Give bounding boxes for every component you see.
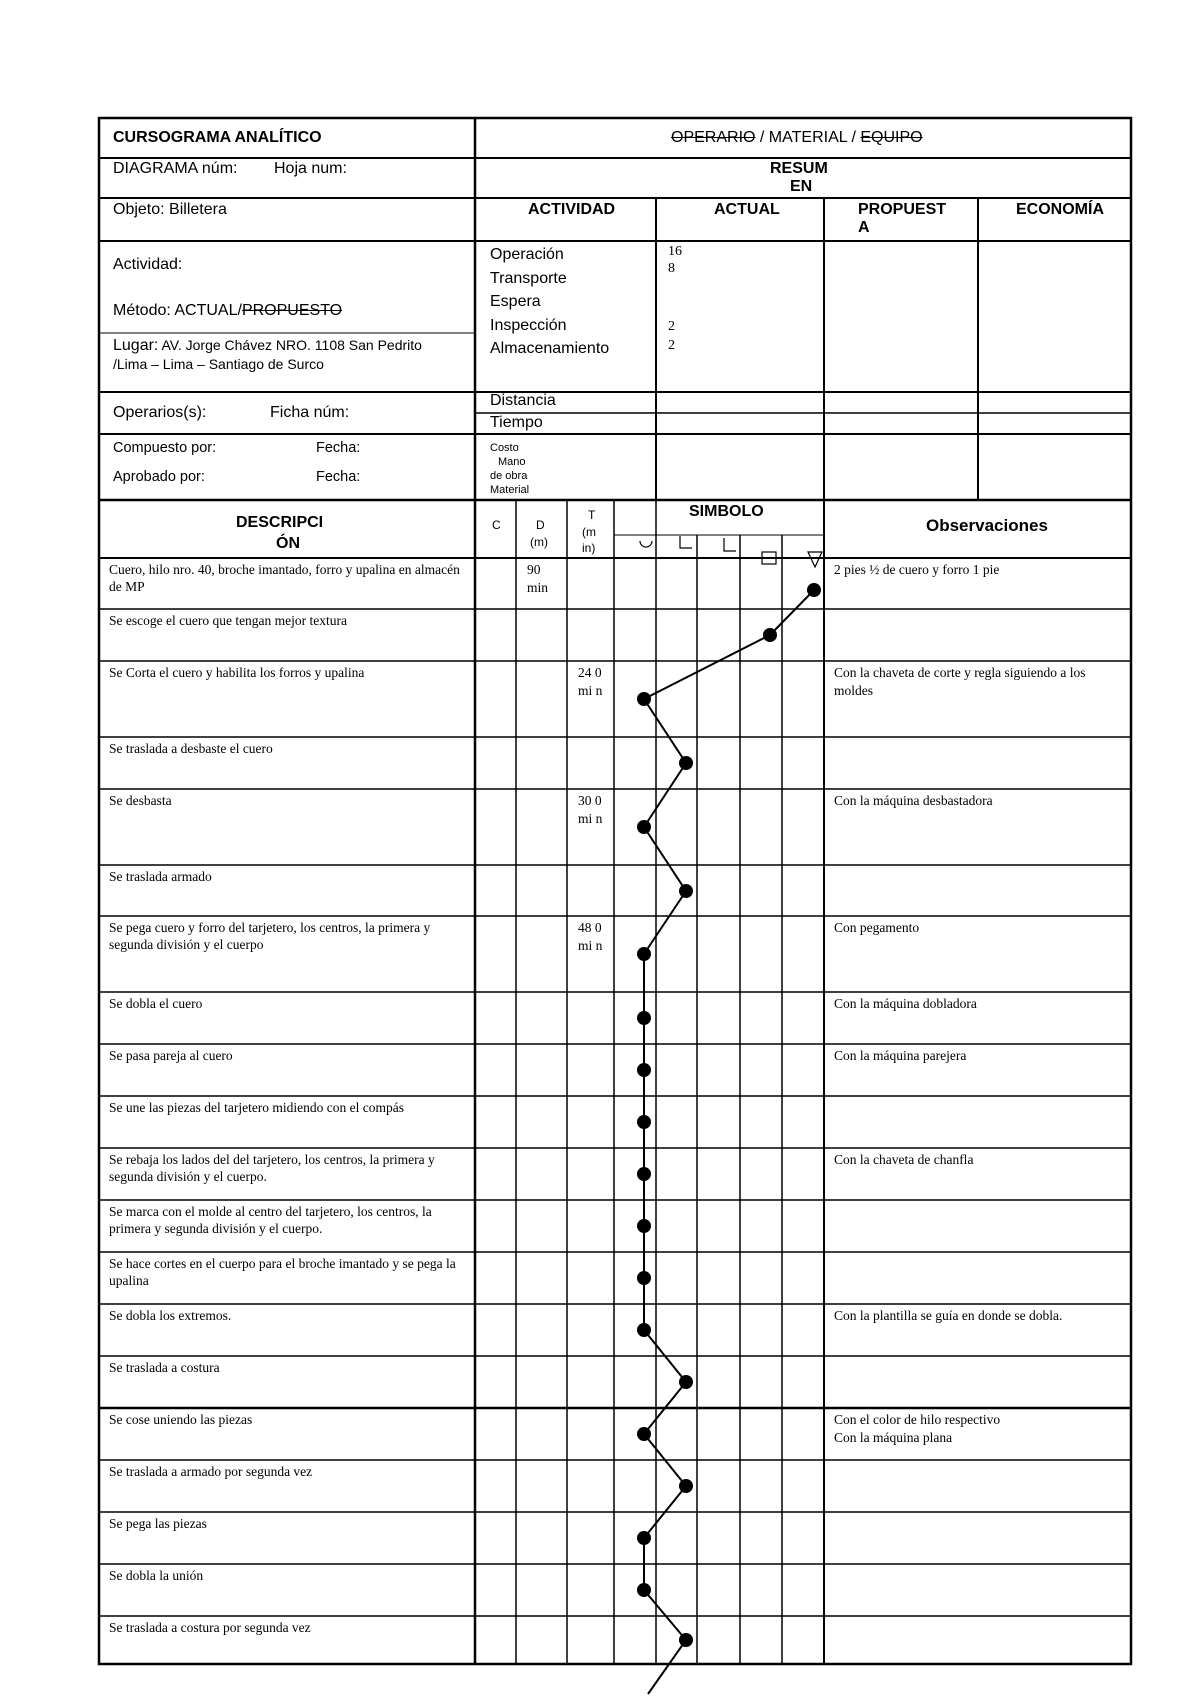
actividad-label: Actividad:	[113, 256, 183, 273]
tiempo-label: Tiempo	[490, 414, 543, 431]
activity-inspeccion: Inspección	[490, 316, 567, 334]
row-description: Se desbasta	[109, 793, 172, 808]
flow-marker	[679, 1375, 693, 1389]
distancia-label: Distancia	[490, 392, 556, 409]
row-distance: 90 min	[527, 562, 549, 595]
storage-symbol-icon	[808, 552, 822, 567]
activity-almacenamiento: Almacenamiento	[490, 340, 610, 357]
flow-marker	[637, 820, 651, 834]
row-description: Se pega cuero y forro del tarjetero, los centros, la primera y segunda división y el cuerpo	[109, 920, 431, 952]
diagrama-label: DIAGRAMA núm:	[113, 160, 238, 177]
col-economia: ECONOMÍA	[1016, 201, 1104, 218]
operarios-label: Operarios(s):	[113, 404, 207, 421]
simbolo-header: SIMBOLO	[689, 503, 764, 520]
col-actividad: ACTIVIDAD	[528, 201, 616, 218]
flow-line	[637, 583, 821, 1694]
row-description: Cuero, hilo nro. 40, broche imantado, forro y upalina en almacén de MP	[109, 562, 460, 594]
actual-operacion: 16	[668, 244, 682, 259]
row-description: Se marca con el molde al centro del tarjetero, los centros, la primera y segunda división y el cuerpo.	[109, 1204, 432, 1236]
activity-list	[490, 243, 609, 361]
flow-marker	[637, 947, 651, 961]
transport-symbol-icon	[680, 536, 692, 548]
fecha-label-2: Fecha:	[316, 469, 361, 485]
row-description: Se une las piezas del tarjetero midiendo con el compás	[109, 1100, 405, 1115]
descripcion-header-2: ÓN	[276, 535, 300, 552]
flow-marker	[637, 1219, 651, 1233]
costo-block	[490, 441, 529, 497]
row-description: Se traslada a costura	[109, 1360, 220, 1375]
flow-marker	[679, 1479, 693, 1493]
flow-marker	[637, 1531, 651, 1545]
flow-marker	[637, 692, 651, 706]
row-observation: Con la máquina dobladora	[834, 996, 977, 1011]
row-observation: Con la plantilla se guía en donde se dobla.	[834, 1308, 1063, 1323]
flow-marker	[679, 756, 693, 770]
costo-label: Costo	[490, 442, 519, 454]
symbol-header-icons	[640, 536, 822, 567]
activity-transporte: Transporte	[490, 269, 567, 287]
row-time: 24 0 mi n	[578, 665, 603, 698]
row-time: 48 0 mi n	[578, 920, 603, 953]
operation-symbol-icon	[640, 541, 652, 547]
row-observation: Con pegamento	[834, 920, 920, 935]
flow-marker	[637, 1011, 651, 1025]
flow-marker	[637, 1115, 651, 1129]
lugar-field	[113, 336, 433, 373]
row-observation: Con la chaveta de chanfla	[834, 1152, 974, 1167]
resumen-title-2: EN	[790, 178, 813, 195]
subject-material: / MATERIAL /	[755, 129, 861, 146]
row-description: Se cose uniendo las piezas	[109, 1412, 253, 1427]
descripcion-header-1: DESCRIPCI	[236, 514, 324, 531]
row-description: Se dobla la unión	[109, 1568, 204, 1583]
de-obra-label: de obra	[490, 470, 528, 482]
fecha-label-1: Fecha:	[316, 440, 361, 456]
col-propuesta-2: A	[858, 219, 870, 236]
flow-marker	[807, 583, 821, 597]
col-d-unit: (m)	[530, 535, 548, 549]
compuesto-label: Compuesto por:	[113, 440, 217, 456]
row-description: Se traslada a costura por segunda vez	[109, 1620, 311, 1635]
metodo-label	[113, 302, 342, 320]
activity-operacion: Operación	[490, 246, 564, 263]
row-observation: 2 pies ½ de cuero y forro 1 pie	[834, 562, 1000, 577]
row-description: Se escoge el cuero que tengan mejor textura	[109, 613, 348, 628]
flow-marker	[679, 1633, 693, 1647]
actual-inspeccion: 2	[668, 319, 675, 334]
activity-actual-values-2	[668, 317, 675, 355]
metodo-actual: Método: ACTUAL/	[113, 302, 242, 319]
wait-symbol-icon	[724, 538, 736, 551]
row-description: Se hace cortes en el cuerpo para el broche imantado y se pega la upalina	[109, 1256, 456, 1288]
lugar-label: Lugar:	[113, 337, 159, 354]
row-observation: Con la máquina parejera	[834, 1048, 967, 1063]
col-actual: ACTUAL	[714, 201, 780, 218]
flow-marker	[763, 628, 777, 642]
aprobado-label: Aprobado por:	[113, 469, 205, 485]
actual-almacenamiento: 2	[668, 338, 675, 353]
row-observation: Con la máquina desbastadora	[834, 793, 993, 808]
row-description: Se traslada armado	[109, 869, 212, 884]
row-description: Se traslada a desbaste el cuero	[109, 741, 273, 756]
row-description: Se pasa pareja al cuero	[109, 1048, 233, 1063]
col-t-unit-2: in)	[582, 541, 596, 555]
col-t-unit-1: (m	[582, 525, 596, 539]
row-description: Se pega las piezas	[109, 1516, 207, 1531]
actual-transporte: 8	[668, 261, 675, 276]
objeto-label: Objeto: Billetera	[113, 201, 227, 218]
col-propuesta-1: PROPUEST	[858, 201, 947, 218]
ficha-label: Ficha núm:	[270, 404, 350, 421]
mano-label: Mano	[498, 456, 526, 468]
observaciones-header: Observaciones	[926, 516, 1048, 535]
hoja-label: Hoja num:	[274, 160, 347, 177]
col-d-header: D	[536, 518, 545, 532]
lugar-value: AV. Jorge Chávez NRO. 1108 San Pedrito /Lima – Lima – Santiago de Surco	[113, 337, 422, 372]
row-description: Se dobla el cuero	[109, 996, 203, 1011]
row-time: 30 0 mi n	[578, 793, 603, 826]
metodo-propuesto: PROPUESTO	[241, 302, 343, 319]
activity-espera: Espera	[490, 293, 541, 310]
flow-marker	[637, 1323, 651, 1337]
flow-marker	[637, 1167, 651, 1181]
flow-marker	[637, 1583, 651, 1597]
page-title: CURSOGRAMA ANALÍTICO	[113, 129, 322, 146]
flow-marker	[637, 1063, 651, 1077]
flow-connector	[644, 590, 814, 1694]
row-description: Se traslada a armado por segunda vez	[109, 1464, 313, 1479]
row-description: Se rebaja los lados del del tarjetero, los centros, la primera y segunda división y el cuerpo.	[109, 1152, 435, 1184]
activity-actual-values	[668, 243, 682, 277]
row-observation: Con el color de hilo respectivo Con la máquina plana	[834, 1412, 1001, 1445]
subject-line	[671, 129, 923, 147]
subject-operario: OPERARIO	[671, 129, 756, 146]
flow-marker	[637, 1427, 651, 1441]
col-c-header: C	[492, 518, 501, 532]
subject-equipo: EQUIPO	[860, 129, 923, 146]
flow-marker	[679, 884, 693, 898]
material-label: Material	[490, 484, 530, 496]
col-t-header: T	[588, 508, 596, 522]
resumen-title-1: RESUM	[770, 160, 828, 177]
flow-marker	[637, 1271, 651, 1285]
row-description: Se Corta el cuero y habilita los forros y upalina	[109, 665, 365, 680]
row-observation: Con la chaveta de corte y regla siguiendo a los moldes	[834, 665, 1086, 698]
row-description: Se dobla los extremos.	[109, 1308, 232, 1323]
